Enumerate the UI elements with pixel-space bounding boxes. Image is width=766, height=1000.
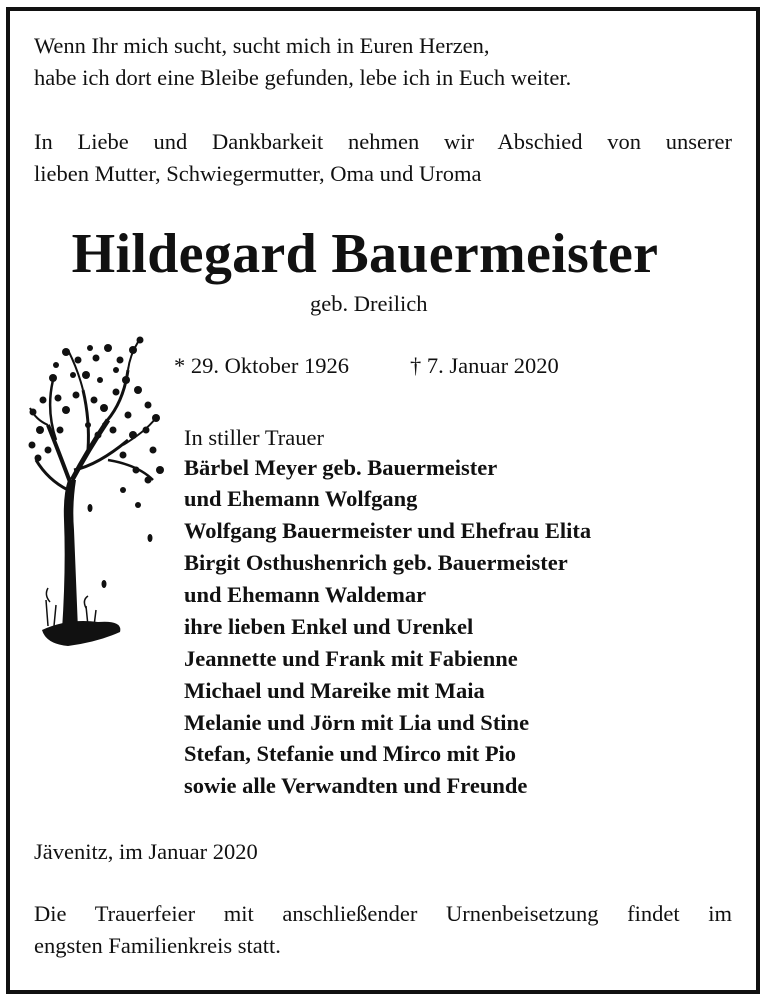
deceased-name: Hildegard Bauermeister — [71, 223, 659, 285]
mourner-line: Melanie und Jörn mit Lia und Stine — [184, 710, 530, 735]
mourner-line: und Ehemann Wolfgang — [184, 486, 418, 511]
mourners-heading: In stiller Trauer — [184, 425, 324, 450]
mourner-line: Michael und Mareike mit Maia — [184, 678, 485, 703]
mourner-line: sowie alle Verwandten und Freunde — [184, 773, 528, 798]
funeral-line-1: Die Trauerfeier mit anschließender Urnenbeisetzung findet im — [34, 901, 732, 926]
death-date: † 7. Januar 2020 — [410, 353, 559, 378]
mourner-line: Jeannette und Frank mit Fabienne — [184, 646, 518, 671]
place-date: Jävenitz, im Januar 2020 — [34, 839, 258, 864]
mourner-line: Birgit Osthushenrich geb. Bauermeister — [184, 550, 568, 575]
maiden-name: geb. Dreilich — [310, 291, 428, 316]
mourner-line: ihre lieben Enkel und Urenkel — [184, 614, 474, 639]
poem-line-1: Wenn Ihr mich sucht, sucht mich in Euren Herzen, — [34, 33, 490, 58]
intro-line-2: lieben Mutter, Schwiegermutter, Oma und Uroma — [34, 161, 482, 186]
mourner-line: Wolfgang Bauermeister und Ehefrau Elita — [184, 518, 592, 543]
mourner-line: Stefan, Stefanie und Mirco mit Pio — [184, 741, 517, 766]
poem-line-2: habe ich dort eine Bleibe gefunden, lebe ich in Euch weiter. — [34, 65, 572, 90]
funeral-line-2: engsten Familienkreis statt. — [34, 933, 281, 958]
tree-icon — [28, 330, 168, 650]
birth-date: * 29. Oktober 1926 — [174, 353, 349, 378]
intro-line-1: In Liebe und Dankbarkeit nehmen wir Abschied von unserer — [34, 129, 732, 154]
mourner-line: Bärbel Meyer geb. Bauermeister — [184, 455, 498, 480]
mourner-line: und Ehemann Waldemar — [184, 582, 427, 607]
